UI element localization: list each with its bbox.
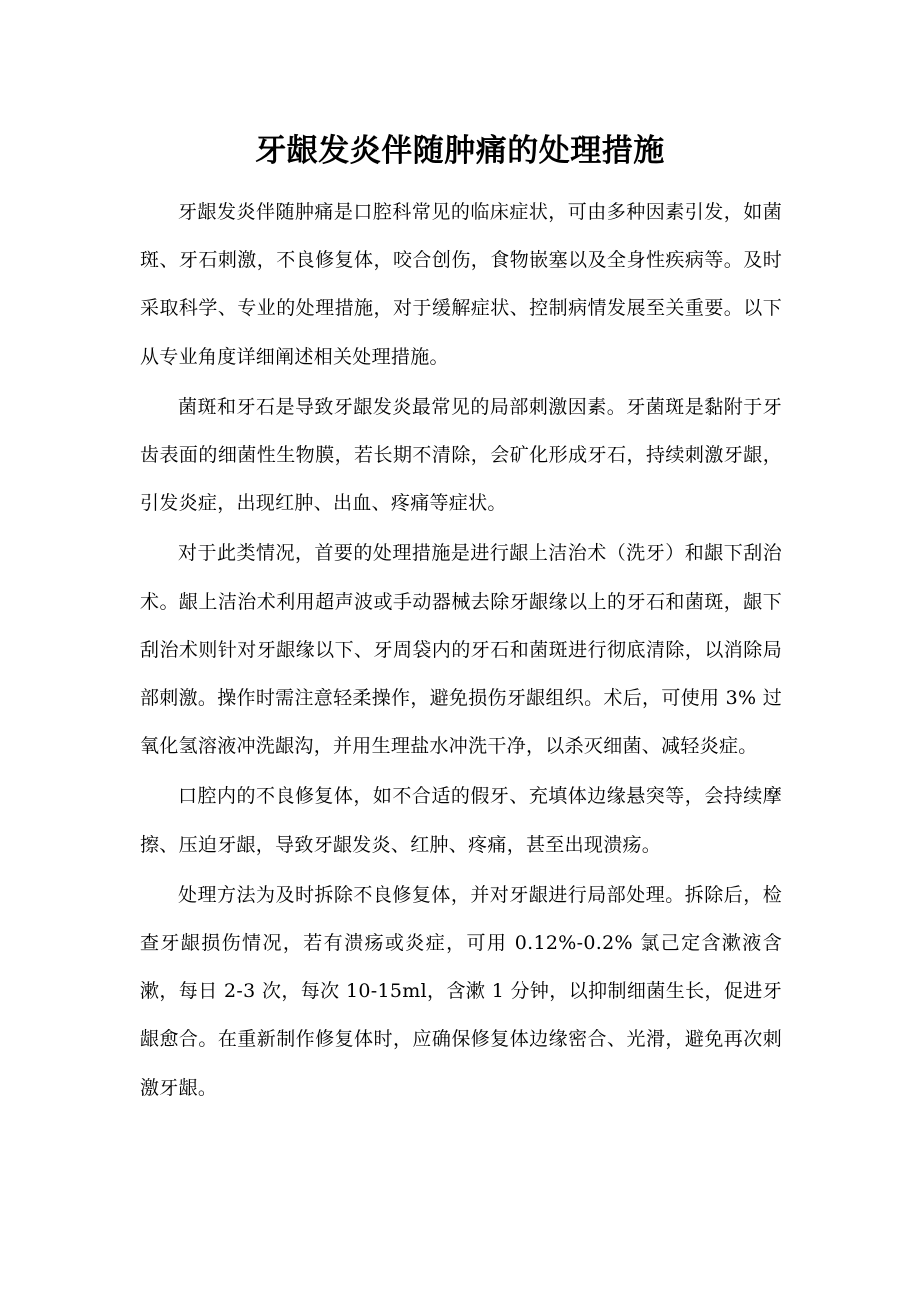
document-title: 牙龈发炎伴随肿痛的处理措施 xyxy=(255,133,665,169)
paragraph-restoration-treatment: 处理方法为及时拆除不良修复体，并对牙龈进行局部处理。拆除后，检查牙龈损伤情况，若有溃疡或炎症，可用 0.12%-0.2% 氯己定含漱液含漱，每日 2-3 次，每次 10-15ml，含漱 1 分钟，以抑制细菌生长，促进牙龈愈合。在重新制作修复体时，应确保修复体边缘密合、光滑，避免再次刺激牙龈。 xyxy=(140,883,782,1099)
document-body xyxy=(140,188,782,1114)
paragraph-plaque-calculus: 菌斑和牙石是导致牙龈发炎最常见的局部刺激因素。牙菌斑是黏附于牙齿表面的细菌性生物膜，若长期不清除，会矿化形成牙石，持续刺激牙龈，引发炎症，出现红肿、出血、疼痛等症状。 xyxy=(140,395,782,515)
paragraph-scaling-treatment: 对于此类情况，首要的处理措施是进行龈上洁治术（洗牙）和龈下刮治术。龈上洁治术利用超声波或手动器械去除牙龈缘以上的牙石和菌斑，龈下刮治术则针对牙龈缘以下、牙周袋内的牙石和菌斑进行彻底清除，以消除局部刺激。操作时需注意轻柔操作，避免损伤牙龈组织。术后，可使用 3% 过氧化氢溶液冲洗龈沟，并用生理盐水冲洗干净，以杀灭细菌、减轻炎症。 xyxy=(140,542,782,758)
paragraph-intro: 牙龈发炎伴随肿痛是口腔科常见的临床症状，可由多种因素引发，如菌斑、牙石刺激，不良修复体，咬合创伤，食物嵌塞以及全身性疾病等。及时采取科学、专业的处理措施，对于缓解症状、控制病情发展至关重要。以下从专业角度详细阐述相关处理措施。 xyxy=(140,201,782,368)
paragraph-restorations: 口腔内的不良修复体，如不合适的假牙、充填体边缘悬突等，会持续摩擦、压迫牙龈，导致牙龈发炎、红肿、疼痛，甚至出现溃疡。 xyxy=(140,785,782,856)
